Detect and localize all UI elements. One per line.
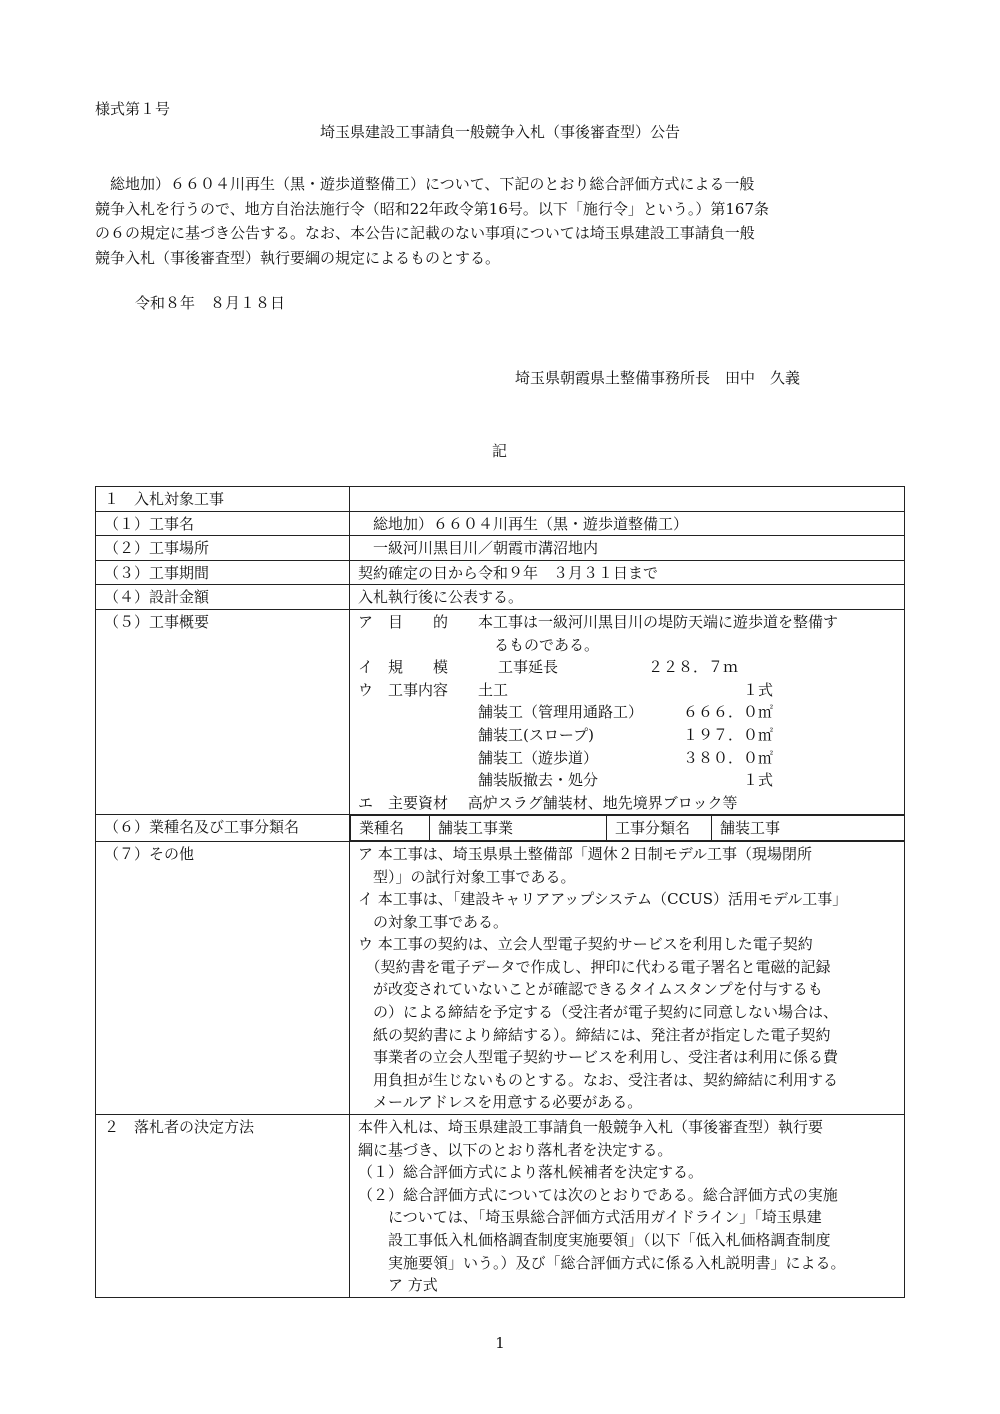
ki-marker: 記 <box>492 442 508 460</box>
content-item-qty: ６６６．０㎡ <box>682 703 773 722</box>
industry-value <box>350 815 905 842</box>
industry-label: （６）業種名及び工事分類名 <box>96 815 350 842</box>
decision-line: ア 方式 <box>358 1276 438 1295</box>
content-item-name: 舗装版撤去・処分 <box>478 771 599 790</box>
work-location-label: （２）工事場所 <box>96 536 350 561</box>
spacer <box>358 769 478 792</box>
classification-key: 工事分類名 <box>607 816 712 841</box>
industry-key: 業種名 <box>351 816 430 841</box>
section2-label: ２ 落札者の決定方法 <box>96 1115 350 1298</box>
content-item-name: 舗装工(スロープ) <box>478 725 594 744</box>
table-row <box>96 1115 905 1298</box>
work-location-value: 一級河川黒目川／朝霞市溝沼地内 <box>350 536 905 561</box>
industry-name: 舗装工事業 <box>430 816 607 841</box>
announcement-date: 令和８年 ８月１８日 <box>135 294 286 312</box>
other-line: イ 本工事は、「建設キャリアアップシステム（CCUS）活用モデル工事」 <box>358 890 848 909</box>
scale-row <box>358 656 896 679</box>
work-period-value: 契約確定の日から令和９年 ３月３１日まで <box>350 560 905 585</box>
decision-line: 本件入札は、埼玉県建設工事請負一般競争入札（事後審査型）執行要 <box>358 1118 824 1137</box>
other-line: ウ 本工事の契約は、立会人型電子契約サービスを利用した電子契約 <box>358 935 813 954</box>
section1-label: １ 入札対象工事 <box>96 487 350 512</box>
document-title: 埼玉県建設工事請負一般競争入札（事後審査型）公告 <box>319 123 680 141</box>
scale-item: 工事延長 <box>498 658 559 677</box>
decision-line: （２）総合評価方式については次のとおりである。総合評価方式の実施 <box>358 1185 838 1204</box>
work-outline-label: （５）工事概要 <box>96 609 350 814</box>
content-row <box>358 679 896 702</box>
table-row <box>96 511 905 536</box>
other-line: メールアドレスを用意する必要がある。 <box>358 1093 643 1112</box>
table-row <box>96 536 905 561</box>
table-row <box>96 585 905 610</box>
design-amount-label: （４）設計金額 <box>96 585 350 610</box>
other-line: の対象工事である。 <box>358 912 509 931</box>
intro-line: 総地加）６６０４川再生（黒・遊歩道整備工）について、下記のとおり総合評価方式による一般 <box>95 175 755 193</box>
table-row <box>96 815 905 842</box>
scale-heading: イ 規 模 <box>358 658 449 677</box>
work-name-value: 総地加）６６０４川再生（黒・遊歩道整備工） <box>350 511 905 536</box>
content-item-qty: ３８０．０㎡ <box>682 748 773 767</box>
other-value <box>350 841 905 1114</box>
table-row <box>96 841 905 1114</box>
design-amount-value: 入札執行後に公表する。 <box>350 585 905 610</box>
other-line: （契約書を電子データで作成し、押印に代わる電子署名と電磁的記録 <box>358 957 831 976</box>
intro-paragraph <box>95 172 910 270</box>
decision-line: 実施要領」いう。）及び「総合評価方式に係る入札説明書」による。 <box>358 1253 846 1272</box>
intro-line: 競争入札を行うので、地方自治法施行令（昭和22年政令第16号。以下「施行令」という。）第167条 <box>95 199 770 218</box>
section1-value <box>350 487 905 512</box>
other-line: 紙の契約書により締結する）。締結には、発注者が指定した電子契約 <box>358 1025 831 1044</box>
spacer <box>358 747 478 770</box>
table-row <box>96 609 905 814</box>
intro-line: の６の規定に基づき公告する。なお、本公告に記載のない事項については埼玉県建設工事請負一般 <box>95 224 755 242</box>
other-line: ア 本工事は、埼玉県県土整備部「週休２日制モデル工事（現場閉所 <box>358 844 813 863</box>
content-row <box>358 701 896 724</box>
classification-name: 舗装工事 <box>712 816 905 841</box>
decision-line: （１）総合評価方式により落札候補者を決定する。 <box>358 1163 704 1182</box>
content-item-qty: １式 <box>742 680 773 699</box>
content-row <box>358 724 896 747</box>
other-label: （７）その他 <box>96 841 350 1114</box>
table-row <box>96 487 905 512</box>
purpose-line: ア 目 的 本工事は一級河川黒目川の堤防天端に遊歩道を整備す <box>358 612 839 631</box>
purpose-continuation: るものである。 <box>494 635 600 654</box>
industry-subtable <box>350 815 904 841</box>
other-line: 用負担が生じないものとする。なお、受注者は、契約締結に利用する <box>358 1070 839 1089</box>
decision-line: 設工事低入札価格調査制度実施要領」（以下「低入札価格調査制度 <box>358 1231 831 1249</box>
other-line: の）による締結を予定する（受注者が電子契約に同意しない場合は、 <box>358 1003 839 1022</box>
work-period-label: （３）工事期間 <box>96 560 350 585</box>
section2-value <box>350 1115 905 1298</box>
content-item-qty: １式 <box>742 771 773 790</box>
intro-line: 競争入札（事後審査型）執行要綱の規定によるものとする。 <box>95 248 501 267</box>
other-line: 型）」の試行対象工事である。 <box>358 867 576 886</box>
issuer-name: 埼玉県朝霞県土整備事務所長 田中 久義 <box>515 369 801 387</box>
content-item-qty: １９７．０㎡ <box>682 725 773 744</box>
spacer <box>358 724 478 747</box>
work-name-label: （１）工事名 <box>96 511 350 536</box>
table-row <box>96 560 905 585</box>
form-number: 様式第１号 <box>95 100 171 118</box>
content-row <box>358 747 896 770</box>
work-outline-value <box>350 609 905 814</box>
spacer <box>358 701 478 724</box>
content-heading: ウ 工事内容 <box>358 680 449 699</box>
content-row <box>358 769 896 792</box>
content-item-name: 舗装工（遊歩道） <box>478 748 599 767</box>
decision-line: 綱に基づき、以下のとおり落札者を決定する。 <box>358 1140 673 1159</box>
scale-quantity: ２２８．７ｍ <box>648 658 739 677</box>
announcement-table <box>95 486 905 1298</box>
material-line: エ 主要資材 高炉スラグ舗装材、地先境界ブロック等 <box>358 793 738 812</box>
other-line: 事業者の立会人型電子契約サービスを利用し、受注者は利用に係る費 <box>358 1048 839 1067</box>
content-item-name: 舗装工（管理用通路工） <box>478 703 644 722</box>
page-number: 1 <box>495 1334 505 1352</box>
decision-line: については、「埼玉県総合評価方式活用ガイドライン」「埼玉県建 <box>358 1208 822 1227</box>
content-item-name: 土工 <box>478 680 509 699</box>
other-line: が改変されていないことが確認できるタイムスタンプを付与するも <box>358 980 823 999</box>
